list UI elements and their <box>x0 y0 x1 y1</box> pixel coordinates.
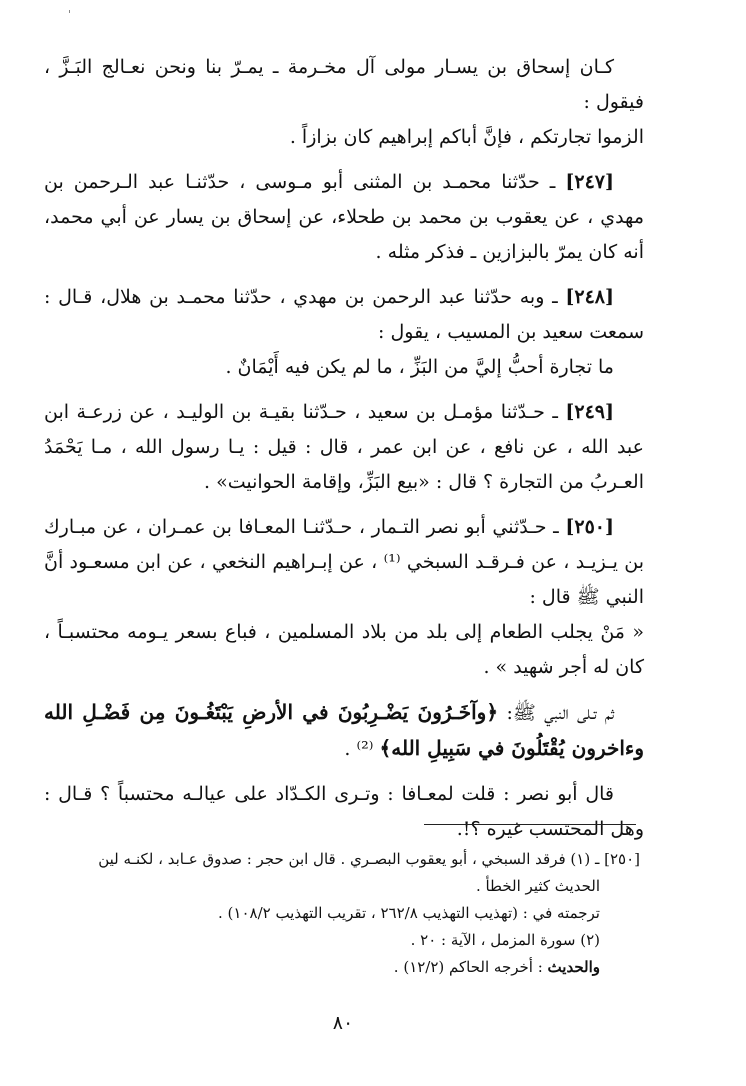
hadith-250-number: [٢٥٠] <box>565 516 614 538</box>
footnote-separator <box>424 824 636 825</box>
verse-intro: ثم تـلى النبي ﷺ: <box>498 702 614 724</box>
footnote-1-line1: [٢٥٠] ـ (١) فرقد السبخي ، أبو يعقوب البصـري . قال ابن حجر : صدوق عـابد ، لكنـه لين <box>98 850 640 868</box>
hadith-247-number: [٢٤٧] <box>565 171 614 193</box>
paragraph-intro-line2: الزموا تجارتكم ، فإنَّ أباكم إبراهيم كان بزازاً . <box>289 126 644 148</box>
scan-mark: ' <box>68 8 72 21</box>
footnote-1-line2: الحديث كثير الخطأ . <box>475 877 600 895</box>
verse-footnote-ref: ⁽²⁾ . <box>344 738 380 760</box>
hadith-248-text: ـ وبه حدّثنا عبد الرحمن بن مهدي ، حدّثنا محمـد بن هلال، قـال : سمعت سعيد بن المسيب ، يقول : <box>44 286 644 343</box>
hadith-248-quote: ما تجارة أحبُّ إليَّ من البَزِّ ، ما لم يكن فيه أَيْمَانٌ . <box>225 356 614 378</box>
hadith-249-text: ـ حـدّثنا مؤمـل بن سعيد ، حـدّثنا بقيـة بن الوليـد ، عن زرعـة ابن عبد الله ، عن نافع ، عن ابن عمر ، قال : قيل : يـا رسول الله ، مـا يَحْمَدُ العـربُ من التجارة ؟ قال : «بيع البَزِّ، وإقامة الحوانيت» . <box>44 401 644 493</box>
footnote-2: (٢) سورة المزمل ، الآية : ٢٠ . <box>410 931 600 949</box>
hadith-249 <box>44 395 644 500</box>
page-number: ٨٠ <box>332 1012 354 1034</box>
paragraph-intro-line1: كـان إسحاق بن يسـار مولى آل مخـرمة ـ يمـرّ بنا ونحن نعـالج البَـزَّ ، فيقول : <box>44 56 644 113</box>
footnote-hadith-source <box>42 954 640 981</box>
quran-verse: ﴿وآخَـرُونَ يَضْـرِبُونَ في الأرضِ يَبْتَغُـونَ مِن فَضْـلِ الله وءاخرون يُقْتَلُونَ في سَبِيلِ الله﴾ <box>44 700 644 760</box>
hadith-247 <box>44 165 644 270</box>
hadith-250-quote: « مَنْ يجلب الطعام إلى بلد من بلاد المسلمين ، فباع بسعر يـومه محتسبـاً ، كان له أجر شهيد » . <box>44 621 644 678</box>
footnote-translation-ref: ترجمته في : (تهذيب التهذيب ٢٦٢/٨ ، تقريب التهذيب ١٠٨/٢) . <box>218 904 600 922</box>
hadith-250 <box>44 510 644 615</box>
footnote-hadith-text: : أخرجه الحاكم (١٢/٢) . <box>393 958 548 976</box>
hadith-250-text: ـ حـدّثني أبو نصر التـمار ، حـدّثنـا المعـافا بن عمـران ، عن مبـارك بن يـزيـد ، عن فـرقـد السبخي ⁽¹⁾ ، عن إبـراهيم النخعي ، عن ابن مسعـود أنَّ النبي ﷺ قال : <box>44 516 644 608</box>
hadith-247-text: ـ حدّثنا محمـد بن المثنى أبو مـوسى ، حدّثنـا عبد الـرحمن بن مهدي ، عن يعقوب بن محمد بن طحلاء، عن إسحاق بن يسار عن أبي محمد، أنه كان يمرّ بالبزازين ـ فذكر مثله . <box>44 171 644 263</box>
verse-paragraph <box>44 695 644 767</box>
hadith-248 <box>44 280 644 350</box>
paragraph-intro <box>44 50 644 155</box>
abu-nasr-paragraph: قال أبو نصر : قلت لمعـافا : وتـرى الكـدّاد على عيالـه محتسباً ؟ قـال : وهل المحتسب غيره ؟!. <box>44 783 644 840</box>
footnotes <box>42 846 640 981</box>
footnote-hadith-label: والحديث <box>547 958 600 976</box>
main-text <box>44 50 644 847</box>
hadith-249-number: [٢٤٩] <box>565 401 614 423</box>
hadith-248-number: [٢٤٨] <box>565 286 614 308</box>
